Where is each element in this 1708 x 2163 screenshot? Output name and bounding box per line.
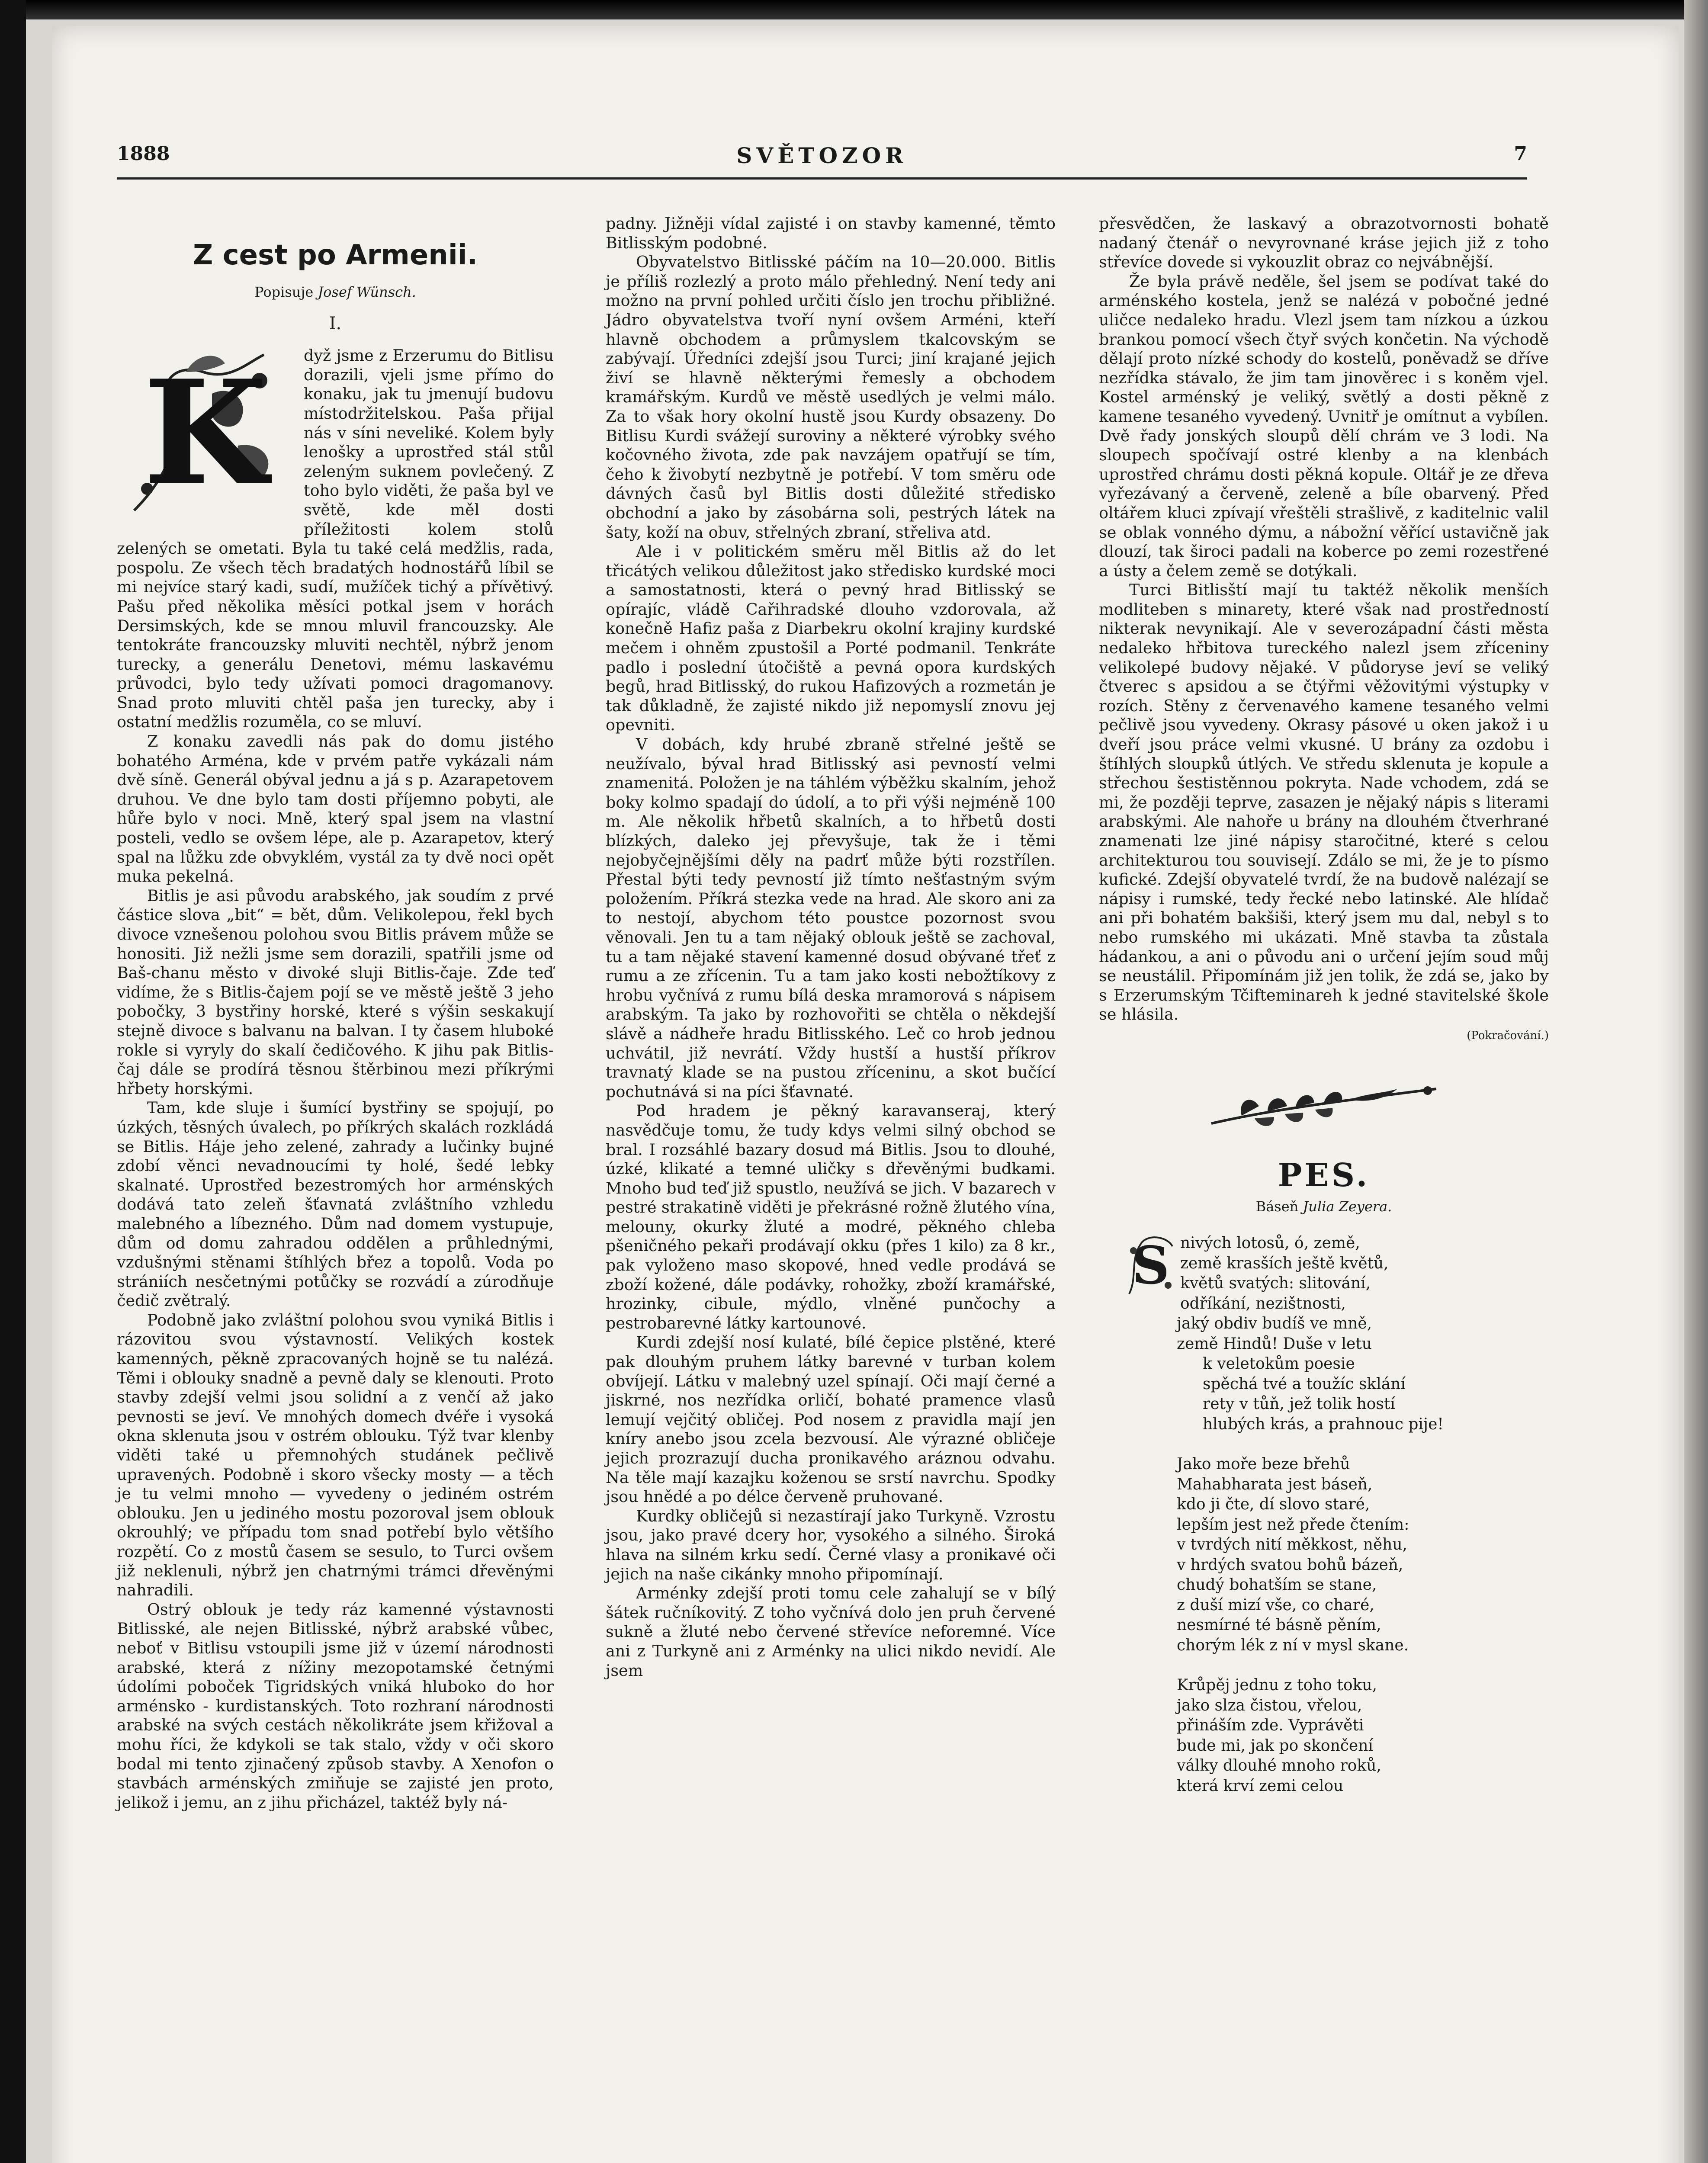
article-paragraph: Pod hradem je pěkný karavanseraj, který nasvědčuje tomu, že tudy kdys velmi silný obchod se bral. I rozsáhlé bazary dosud má Bitlis. Jsou to dlouhé, úzké, klikaté a temné uličky s dřevěnými budkami. Mnoho bud teď již spustlo, neužívá se jich. V bazarech v pestré strakatině viděti je překrásné rožně žlutého vína, melouny, okurky žluté a modré, pěkného chleba pšeničného pekaři prodávají okku (přes 1 kilo) za 8 kr., pak vyloženo maso skopové, hned vedle prodává se zboží kožené, dále podávky, rohožky, zboží kramářské, hrozinky, cibule, mýdlo, vlněné punčochy a pestrobarevné látky kartounové. bbox=[606, 1101, 1056, 1332]
poem-byline-prefix: Báseň bbox=[1255, 1198, 1299, 1215]
poem-line: k veletokům poesie bbox=[1203, 1355, 1355, 1373]
article-paragraph: Kurdi zdejší nosí kulaté, bílé čepice plstěné, které pak dlouhým pruhem látky barevné v turban kolem obvíjejí. Látku v malebný uzel spínají. Oči mají černé a jiskrné, nos nezřídka orličí, bohaté pramence vlasů lemují vejčitý obličej. Pod nosem z pravidla mají jen kníry anebo jsou zcela bezvousí. Ale výrazné obličeje jejich prozrazují ducha pronikavého aráznou odvahu. Na těle mají kazajku koženou se srstí navrchu. Spodky jsou hnědé a po délce červeně pruhované. bbox=[606, 1333, 1056, 1506]
poem-author: Julia Zeyera. bbox=[1303, 1198, 1392, 1215]
poem-line: přináším zde. Vyprávěti bbox=[1177, 1717, 1364, 1735]
poem-line: Mahabharata jest báseň, bbox=[1177, 1475, 1373, 1493]
scan-border-top bbox=[0, 0, 1708, 19]
header-year: 1888 bbox=[117, 143, 170, 165]
scan-border-right bbox=[1684, 0, 1708, 2163]
poem-line: bude mi, jak po skončení bbox=[1177, 1736, 1373, 1755]
article-paragraph: dyž jsme z Erzerumu do Bitlisu dorazili, vjeli jsme přímo do konaku, jak tu jmenují budovu místodržitelskou. Paša přijal nás v síni neveliké. Kolem byly lenošky a uprostřed stál stůl zeleným suknem povlečený. Z toho bylo viděti, že paša byl ve světě, kde měl dosti příležitosti kolem stolů zelených se ometati. Byla tu také celá medžlis, rada, pospolu. Ze všech těch bradatých hodnostářů líbil se mi nejvíce starý kadi, sudí, mužíček tichý a přívětivý. Pašu před několika měsíci potkal jsem v horách Dersimských, kde se mnou mluvil francouzsky. Ale tentokráte francouzsky mluviti nechtěl, nýbrž jenom turecky, a generálu Denetovi, mému laskavému průvodci, bylo tedy užívati pomoci dragomanovy. Snad proto mluviti chtěl paša jen turecky, aby i ostatní medžlis rozuměla, co se mluví. bbox=[117, 346, 554, 732]
dropcap-letter: K bbox=[143, 349, 268, 517]
poem-line: chorým lék z ní v mysl skane. bbox=[1177, 1636, 1409, 1654]
poem-line: která krví zemi celou bbox=[1177, 1777, 1344, 1795]
poem-stanza bbox=[1177, 1454, 1549, 1656]
journal-title: SVĚTOZOR bbox=[736, 143, 908, 168]
column-3 bbox=[1099, 214, 1549, 1816]
article-paragraph: Obyvatelstvo Bitlisské páčím na 10—20.000. Bitlis je příliš rozlezlý a proto málo přehledný. Není tedy ani možno na první pohled určiti číslo jen trochu přibližné. Jádro obyvatelstva tvoří nyní ovšem Arméni, kteří hlavně obchodem a průmyslem tkalcovským se zabývají. Úředníci zdejší jsou Turci; jiní krajané jejich živí se hlavně některými řemesly a obchodem kramářským. Kurdů ve městě usedlých je velmi málo. Za to však hory okolní hustě jsou Kurdy obsazeny. Do Bitlisu Kurdi svážejí suroviny a některé výrobky svého kočovného života, zde pak navzájem opatřují se tím, čeho k živobytí nezbytně je potřebí. V tom směru ode dávných časů byl Bitlis dosti důležité středisko obchodní a jako by zásobárna soli, pestrých látek na šaty, koží na obuv, střelných zbraní, střeliva atd. bbox=[606, 253, 1056, 542]
article-byline bbox=[117, 282, 554, 302]
poem-line: lepším jest než přede čtením: bbox=[1177, 1515, 1409, 1534]
article-paragraph: Arménky zdejší proti tomu cele zahalují se v bílý šátek ručníkovitý. Z toho vyčnívá dolo jen pruh červené sukně a žluté nebo červené střevíce neforemné. Více ani z Turkyně ani z Arménky na ulici nikdo nevidí. Ale jsem bbox=[606, 1584, 1056, 1680]
poem-line: odříkání, nezištnosti, bbox=[1180, 1294, 1346, 1313]
decorative-dropcap bbox=[117, 346, 294, 519]
poem-body bbox=[1132, 1233, 1549, 1796]
article-author: Josef Wünsch. bbox=[318, 284, 416, 300]
poem-line: spěchá tvé a toužíc sklání bbox=[1203, 1375, 1406, 1393]
poem-line: chudý bohatším se stane, bbox=[1177, 1576, 1377, 1594]
article-paragraph: Podobně jako zvláštní polohou svou vyniká Bitlis i rázovitou svou výstavností. Velikých kostek kamenných, pěkně zpracovaných hojně se tu nalézá. Těmi i oblouky snadně a pevně daly se klenouti. Proto stavby zdejší velmi jsou solidní a z venčí až jako pevnosti se jeví. Ve mnohých domech dvéře i vysoká okna sklenuta jsou v ostrém oblouku. Týž tvar klenby viděti také u přemnohých studánek pečlivě upravených. Podobně i skoro všecky mosty — a těch je tu velmi mnoho — vyvedeny o jediném ostrém oblouku. Jen u jediného mostu pozoroval jsem oblouk okrouhlý; ve případu tom snad potřebí bylo většího rozpětí. Co z mostů časem se sesulo, to Turci ovšem již neklenuli, nýbrž jen chatrnými trámci dřevěnými nahradili. bbox=[117, 1310, 554, 1600]
poem-stanza bbox=[1177, 1675, 1549, 1796]
poem-line: jako slza čistou, vřelou, bbox=[1177, 1696, 1362, 1714]
poem-line: hlubých krás, a prahnouc pije! bbox=[1203, 1415, 1444, 1433]
running-head bbox=[117, 143, 1527, 180]
poem-line: země Hindů! Duše v letu bbox=[1177, 1335, 1372, 1353]
column-2 bbox=[606, 214, 1056, 1680]
article-paragraph: přesvědčen, že laskavý a obrazotvornosti bohatě nadaný čtenář o nevyrovnané krásе jejich již z toho střevíce dovede si vykouzlit obraz co nejvábnější. bbox=[1099, 214, 1549, 272]
article-paragraph: Turci Bitlisští mají tu taktéž několik menších modliteben s minarety, které však nad prostředností nikterak nevynikají. Ale v severozápadní části města nedaleko hřbitova tureckého nalezl jsem zříceniny velikolepé budovy nějaké. V půdoryse jeví se veliký čtverec s apsidou a se čtýřmi věžovitými výstupky v rozích. Stěny z červenavého kamene tesaného velmi pečlivě jsou vyvedeny. Okrasy pásové u oken jakož i u dveří jsou práce velmi vkusné. U brány za ozdobu i štíhlých sloupků útlých. Ve středu sklenuta je kopule a střechou šestistěnnou pokryta. Nade vchodem, zdá se mi, že později teprve, zasazen je nějaký nápis s literami arabskými. Ale nahoře u brány na dlouhém čtverhrané znamenati lze jiné nápisy staročitné, které s celou architekturou tou souvisejí. Zdálo se mi, že je to písmo kufické. Zdejší obyvatelé tvrdí, že na budově nalézají se nápisy i rumské, tedy řecké nebo latinské. Ale hlídač ani při bohatém bakšiši, který jsem mu dal, nebyl s to nebo rumského mi ukázati. Mně stavba ta zůstala hádankou, a ani o původu ani o určení jejím soud můj se neustálil. Připomínám již jen tolik, že zdá se, jako by s Erzerumským Tčifteminareh k jedné stavitelské škole se hlásila. bbox=[1099, 581, 1549, 1024]
poem-line: kdo ji čte, dí slovo staré, bbox=[1177, 1495, 1370, 1514]
poem-line: války dlouhé mnoho roků, bbox=[1177, 1757, 1381, 1775]
poem-line: nesmírné té básně pěním, bbox=[1177, 1616, 1381, 1634]
poem-line: nivých lotosů, ó, země, bbox=[1180, 1234, 1360, 1252]
poem-line: v tvrdých nití měkkost, něhu, bbox=[1177, 1536, 1407, 1554]
poem-line: Jako moře beze břehů bbox=[1177, 1455, 1350, 1473]
poem-title: PES. bbox=[1278, 1156, 1370, 1194]
poem-dropcap-letter: S bbox=[1132, 1235, 1170, 1297]
column-1 bbox=[117, 214, 554, 1812]
article-paragraph: Ale i v politickém směru měl Bitlis až do let třicátých velikou důležitost jako středisko kurdské moci a samostatnosti, která o pevný hrad Bitlisský se opírajíc, vládě Cařihradské dlouho vzdorovala, až konečně Hafiz paša z Diarbekru okolní krajiny kurdské mečem i ohněm zpustošil a Porté podmanil. Tenkráte padlo i poslední útočiště a pevná opora kurdských begů, hrad Bitlisský, do rukou Hafizových a rozmetán je tak důkladně, že zajisté nikdo již nepomyslí znovu jej opevniti. bbox=[606, 542, 1056, 735]
article-paragraph: Bitlis je asi původu arabského, jak soudím z prvé částice slova „bit“ = bět, dům. Velikolepou, řekl bych divoce vznešenou polohou svou Bitlis právem může se honositi. Již nežli jsme sem dorazili, spatřili jsme od Baš-chanu město v divoké sluji Bitlis-čaje. Zde teď vidíme, že s Bitlis-čajem pojí se ve městě ještě 3 jeho pobočky, 3 bystřiny horské, které s výšin seskakují stejně divoce s balvanu na balvan. I ty časem hluboké rokle si vyryly do skalí čedičového. K jihu pak Bitlis-čaj dále se prodírá těsnou štěrbinou mezi příkrými hřbety horskými. bbox=[117, 886, 554, 1098]
poem-line: jaký obdiv budíš ve mně, bbox=[1177, 1315, 1372, 1333]
article-paragraph: padny. Jižněji vídal zajisté i on stavby kamenné, těmto Bitlisským podobné. bbox=[606, 214, 1056, 252]
article-title: Z cest po Armenii. bbox=[193, 239, 478, 271]
poem-line: květů svatých: slitování, bbox=[1180, 1274, 1371, 1293]
article-paragraph: Z konaku zavedli nás pak do domu jistého bohatého Arména, kde v prvém patře vykázali nám dvě síně. Generál obýval jednu a já s p. Azarapetovem druhou. Ve dne bylo tam dosti příjemno pobyti, ale hůře bylo v noci. Mně, který spal jsem na vlastní posteli, vedlo se ovšem lépe, ale p. Azarapetov, který spal na lůžku zde obvyklém, vystál za ty dvě noci opět muka pekelná. bbox=[117, 732, 554, 886]
byline-prefix: Popisuje bbox=[254, 284, 314, 300]
article-paragraph: Kurdky obličejů si nezastírají jako Turkyně. Vzrostu jsou, jako pravé dcery hor, vysokého a silného. Široká hlava na silném krku sedí. Černé vlasy a pronikavé oči jejich na naše cikánky mnoho připomínají. bbox=[606, 1506, 1056, 1583]
poem-line: z duší mizí vše, co charé, bbox=[1177, 1596, 1374, 1614]
article-paragraph: Ostrý oblouk je tedy ráz kamenné výstavnosti Bitlisské, ale nejen Bitlisské, nýbrž arabské vůbec, neboť v Bitlisu vstoupili jsme již v území národnosti arabské, která z nížiny mezopotamské četnými údolími poboček Tigridských vniká hluboko do hor arménsko - kurdistanských. Toto rozhraní národnosti arabské na svých cestách několikráte jsem křižoval a mohu říci, že kdykoli se tak stalo, vždy v oči skoro bodal mi tento zjinačený způsob stavby. A Xenofon o stavbách arménských zmiňuje se zajisté jen proto, jelikož i jemu, an z jihu přicházel, taktéž byly ná- bbox=[117, 1600, 554, 1812]
poem-line: rety v tůň, jež tolik hostí bbox=[1203, 1395, 1395, 1413]
section-number: I. bbox=[329, 313, 342, 334]
poem-byline bbox=[1099, 1197, 1549, 1216]
page-number: 7 bbox=[1514, 143, 1527, 165]
continued-note: (Pokračování.) bbox=[1467, 1029, 1549, 1042]
article-paragraph: V dobách, kdy hrubé zbraně střelné ještě se neužívalo, býval hrad Bitlisský asi pevností velmi znamenitá. Položen je na táhlém výběžku skalním, jehož boky kolmo spadají do údolí, a to při výši nejméně 100 m. Ale několik hřbetů skalních, a to hřbetů dosti blízkých, daleko jej převyšuje, tak že i těmi nejobyčejnějšími děly na padrť může býti rozstřílen. Přestal býti tedy pevností již tímto nešťastným svým položením. Příkrá stezka vede na hrad. Ale skoro ani za to nestojí, abychom této poustce pozornost svou věnovali. Jen tu a tam nějaký oblouk ještě se zachoval, tu a tam nějaké stavení kamenné dosud obývané třeť z rumu a ze zřícenin. Tu a tam jako kosti nebožtíkovy z hrobu vyčnívá z rumu bílá deska mramorová s nápisem arabským. Ta jako by rozhovořiti se chtěla o někdejší slávě a nádheře hradu Bitlisského. Leč co hrob jednou uchvátil, již nevrátí. Vždy hustší a hustší příkrov travnatý klade se na pustou zříceninu, a skot bučící pochutnává si na píci šťavnaté. bbox=[606, 735, 1056, 1101]
poem-line: země krasších ještě květů, bbox=[1180, 1254, 1389, 1272]
article-paragraph: Tam, kde sluje i šumící bystřiny se spojují, po úzkých, těsných úvalech, po příkrých skalách rozkládá se Bitlis. Háje jeho zelené, zahrady a lučinky bujné zdobí věnci nevadnoucími ty holé, šedé lebky skalnaté. Uprostřed bezestromých hor arménských dodává tato zeleň šťavnatá zvláštního vzhledu malebného a líbezného. Dům nad domem vystupuje, dům od domu zahradou oddělen a průhlednými, vzdušnými stěnami štíhlých břez a topolů. Voda po strániích nesčetnými potůčky se rozvádí a zúrodňuje čedič zvětralý. bbox=[117, 1098, 554, 1310]
poem-dropcap bbox=[1125, 1233, 1177, 1298]
article-paragraph: Že byla právě neděle, šel jsem se podívat také do arménského kostela, jenž se nalézá v pobočné jedné uličce nedaleko hradu. Vlezl jsem tam nízkou a úzkou brankou pomocí všech čtyř svých končetin. Na východě dělají proto nízké schody do kostelů, poněvadž se dříve nezřídka stávalo, že jim tam jinověrec i s koněm vjel. Kostel arménský je veliký, světlý a dosti pěkně z kamene tesaného vyvedený. Uvnitř je omítnut a vybílen. Dvě řady jonských sloupů dělí chrám ve 3 lodi. Na sloupech spočívají ostré klenby a na klenbách uprostřed chrámu dosti pěkná kopule. Oltář je ze dřeva vyřezávaný a červeně, zeleně a bíle obarvený. Před oltářem kluci zpívají vřeštěli strašlivě, z kaditelnic valil se oblak vonného dýmu, a nábožní věřící ustavičně jak dlouzí, tak široci padali na koberce po zemi rozestřené a ústy a čelem země se dotýkali. bbox=[1099, 272, 1549, 580]
poem-stanza bbox=[1132, 1233, 1549, 1435]
poem-line: v hrdých svatou bohů bázeň, bbox=[1177, 1556, 1403, 1574]
laurel-divider-icon bbox=[1203, 1076, 1445, 1136]
poem-line: Krůpěj jednu z toho toku, bbox=[1177, 1676, 1377, 1694]
scan-border-left bbox=[0, 0, 26, 2163]
